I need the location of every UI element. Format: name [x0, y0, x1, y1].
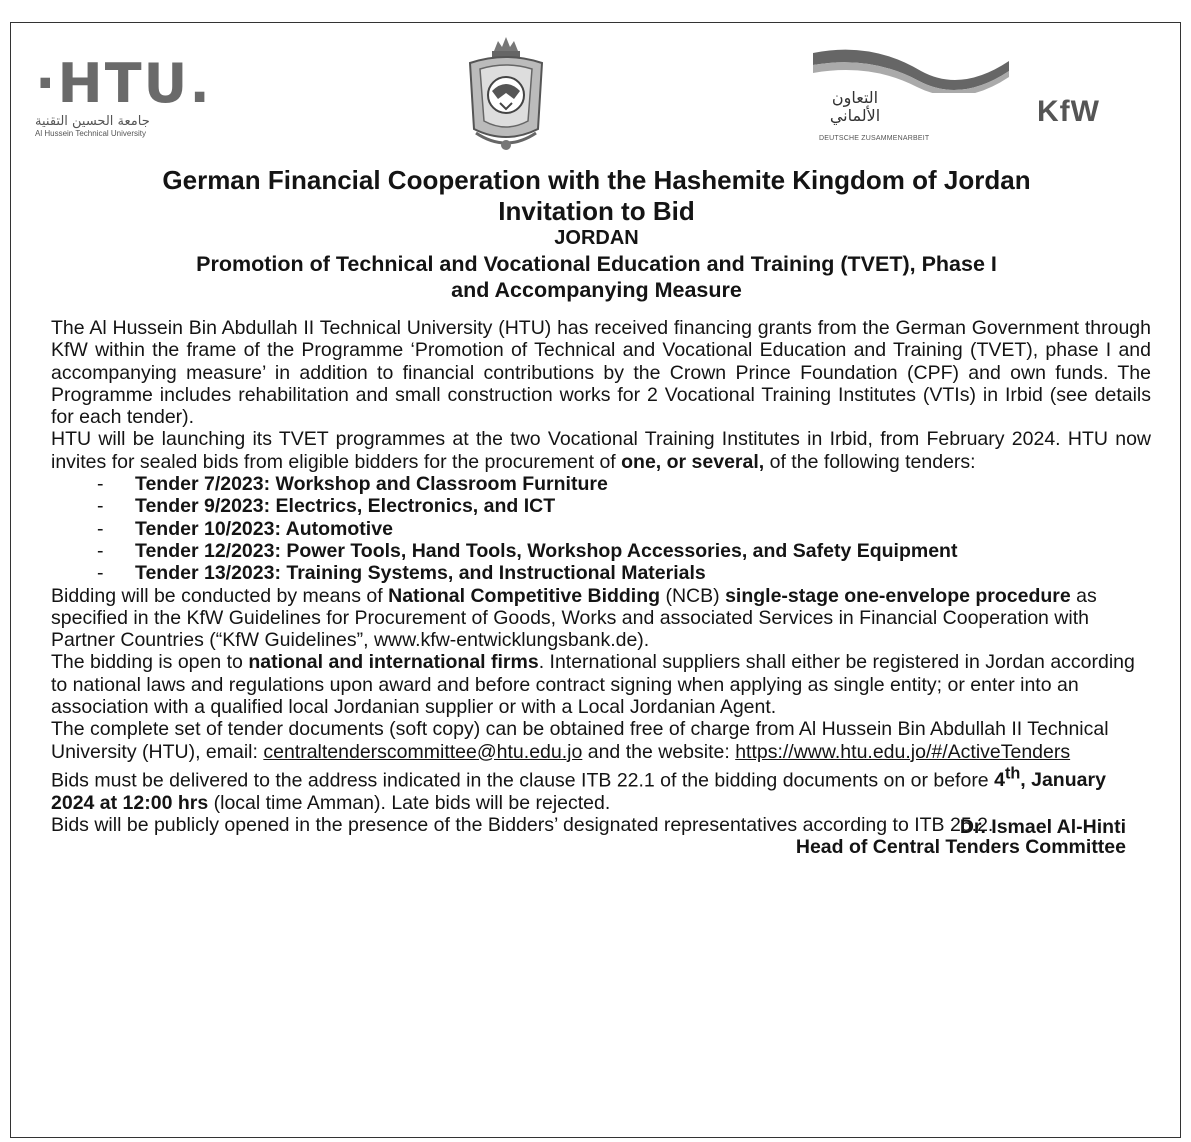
notice-heading: [11, 165, 1182, 303]
kfw-logo: KfW: [1037, 95, 1100, 128]
tender-title: Tender 10/2023: Automotive: [135, 517, 393, 540]
list-item: [51, 473, 1151, 495]
htu-english-name: Al Hussein Technical University: [35, 129, 147, 138]
opening-and-signature: [51, 814, 1151, 839]
list-item: [51, 495, 1151, 517]
htu-arabic-name: جامعة الحسين التقنية: [35, 114, 150, 129]
tender-title: Tender 7/2023: Workshop and Classroom Furniture: [135, 473, 608, 496]
heading-programme-2: and Accompanying Measure: [451, 278, 742, 302]
paragraph-documents-text-2: and the website:: [582, 740, 736, 763]
paragraph-procedure-text-2: (NCB): [660, 584, 726, 607]
giz-arabic-line1: التعاون: [831, 88, 879, 107]
tender-title: Tender 12/2023: Power Tools, Hand Tools, Workshop Accessories, and Safety Equipment: [135, 539, 958, 562]
paragraph-eligibility-text-2: . International suppliers shall either be registered in Jordan according to national laws and regulations upon award and before contract signing when applying as single entity; or enter into an association with a qualified local Jordanian supplier or with a Local Jordanian Agent.: [51, 651, 1135, 719]
tender-title: Tender 9/2023: Electrics, Electronics, and ICT: [135, 495, 556, 518]
signatory-title: Head of Central Tenders Committee: [795, 836, 1126, 859]
heading-country: JORDAN: [554, 227, 639, 249]
heading-programme-1: Promotion of Technical and Vocational Education and Training (TVET), Phase I: [196, 252, 997, 276]
paragraph-eligibility-text: The bidding is open to: [51, 651, 249, 674]
signatory-name: Dr. Ismael Al-Hinti: [959, 816, 1126, 839]
htu-logo-mark: ·HTU.: [35, 52, 212, 115]
paragraph-procedure-ncb: National Competitive Bidding: [388, 584, 661, 607]
htu-logo: [35, 52, 212, 139]
list-item: [51, 518, 1151, 540]
paragraph-bidding-procedure: [51, 585, 1151, 652]
heading-invitation: Invitation to Bid: [498, 196, 695, 226]
paragraph-deadline-text-2: (local time Amman). Late bids will be rejected.: [208, 791, 611, 814]
list-dash: -: [97, 562, 104, 585]
giz-wave-icon: [811, 43, 1011, 93]
notice-body: [51, 317, 1151, 859]
tender-title: Tender 13/2023: Training Systems, and Instructional Materials: [135, 562, 706, 585]
giz-arabic-line2: الألماني: [829, 106, 881, 125]
paragraph-financing: The Al Hussein Bin Abdullah II Technical University (HTU) has received financing grants from the German Government through KfW within the frame of the Programme ‘Promotion of Technical and Vocational Education and Training (TVET), phase I and accompanying measure’ in addition to financial contributions by the Crown Prince Foundation (CPF) and own funds. The Programme includes rehabilitation and small construction works for 2 Vocational Training Institutes (VTIs) in Irbid (see details for each tender).: [51, 317, 1151, 429]
paragraph-procedure-stage: single-stage one-envelope procedure: [725, 584, 1071, 607]
website-link[interactable]: https://www.htu.edu.jo/#/ActiveTenders: [735, 740, 1071, 763]
giz-logo: [811, 43, 1011, 153]
paragraph-procedure-text-3: as specified in the KfW Guidelines for Procurement of Goods, Works and associated Services in Financial Cooperation with Partner Countries (“KfW Guidelines”, www.kfw-entwicklungsbank.de).: [51, 584, 1097, 652]
advertisement-frame: [10, 22, 1181, 1138]
tender-list: [51, 473, 1151, 584]
list-dash: -: [97, 539, 104, 562]
paragraph-deadline-text: Bids must be delivered to the address indicated in the clause ITB 22.1 of the bidding documents on or before: [51, 769, 995, 792]
list-dash: -: [97, 473, 104, 496]
list-dash: -: [97, 517, 104, 540]
deadline-rest: , January 2024 at 12:00 hrs: [51, 769, 1106, 814]
paragraph-procedure-text: Bidding will be conducted by means of: [51, 584, 389, 607]
paragraph-invitation-bold: one, or several,: [621, 450, 765, 473]
logo-bar: [11, 23, 1182, 163]
paragraph-eligibility: [51, 651, 1151, 718]
paragraph-deadline: [51, 763, 1151, 814]
deadline-day: 4: [994, 769, 1005, 792]
list-item: [51, 540, 1151, 562]
list-dash: -: [97, 495, 104, 518]
paragraph-invitation-text-end: of the following tenders:: [764, 450, 976, 473]
paragraph-opening: Bids will be publicly opened in the presence of the Bidders’ designated representatives according to ITB 25.2.: [51, 814, 994, 837]
paragraph-eligibility-bold: national and international firms: [248, 651, 539, 674]
heading-line-1: German Financial Cooperation with the Hashemite Kingdom of Jordan: [162, 165, 1031, 195]
paragraph-invitation-text: HTU will be launching its TVET programmes at the two Vocational Training Institutes in Irbid, from February 2024. HTU now invites for sealed bids from eligible bidders for the procurement of: [51, 428, 1151, 473]
email-link[interactable]: centraltenderscommittee@htu.edu.jo: [263, 740, 583, 763]
paragraph-documents-text: The complete set of tender documents (soft copy) can be obtained free of charge from Al Hussein Bin Abdullah II Technical University (HTU), email:: [51, 718, 1109, 763]
paragraph-documents: [51, 718, 1151, 763]
giz-german-name: DEUTSCHE ZUSAMMENARBEIT: [819, 135, 930, 142]
deadline-ordinal: th: [1004, 764, 1021, 783]
list-item: [51, 562, 1151, 584]
jordan-coat-of-arms-icon: [456, 33, 556, 158]
paragraph-invitation: [51, 428, 1151, 473]
giz-arabic-name: [825, 89, 885, 125]
